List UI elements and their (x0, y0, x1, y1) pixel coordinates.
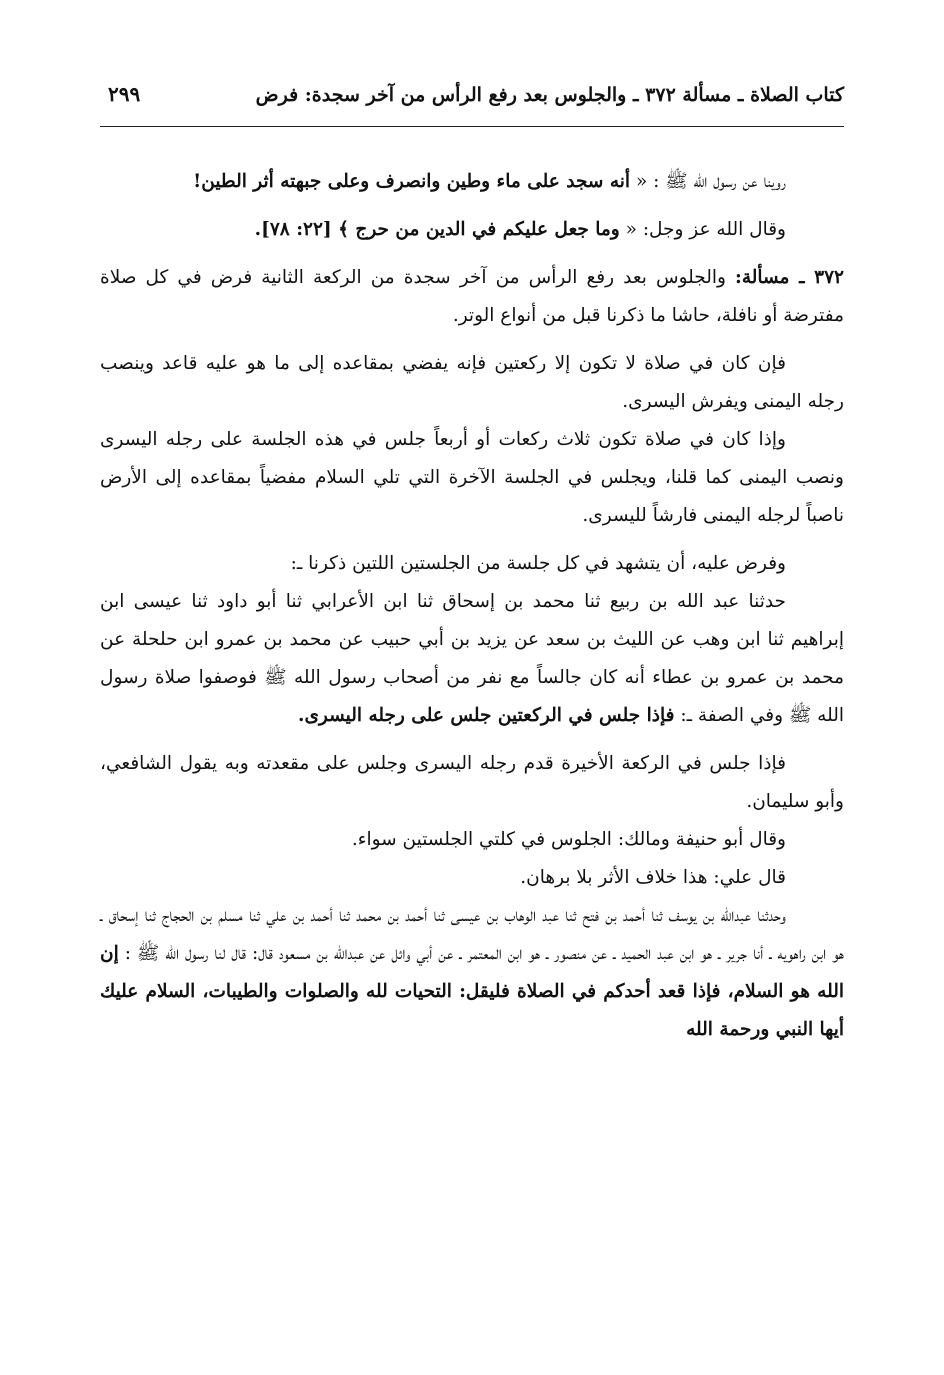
paragraph-5: وإذا كان في صلاة تكون ثلاث ركعات أو أربعاً جلس في هذه الجلسة على رجله اليسرى ونصب اليمنى كما قلنا، ويجلس في الجلسة الآخرة التي تلي السلام مفضياً بمقاعده إلى الأرض ناصباً لرجله اليمنى فارشاً لليسرى. (100, 429, 844, 526)
masala-heading: ٣٧٢ ـ مسألة: (735, 267, 844, 288)
paragraph-6: وفرض عليه، أن يتشهد في كل جلسة من الجلستين اللتين ذكرنا ـ: (290, 553, 786, 574)
paragraph-10: قال علي: هذا خلاف الأثر بلا برهان. (520, 867, 786, 888)
header-divider (100, 126, 844, 127)
body-text (100, 163, 844, 1049)
header-title: كتاب الصلاة ـ مسألة ٣٧٢ ـ والجلوس بعد رفع الرأس من آخر سجدة: فرض (255, 84, 844, 106)
paragraph-7 (100, 583, 844, 735)
paragraph-8: فإذا جلس في الركعة الأخيرة قدم رجله اليسرى وجلس على مقعدته وبه يقول الشافعي، وأبو سليمان. (100, 753, 844, 812)
paragraph-2 (100, 211, 844, 249)
paragraph-7-hadith: فإذا جلس في الركعتين جلس على رجله اليسرى. (298, 705, 675, 726)
paragraph-2-intro: وقال الله عز وجل: « (619, 219, 786, 240)
paragraph-1-intro: روينا عن رسول الله ﷺ : « (630, 171, 786, 192)
paragraph-11 (100, 897, 844, 1049)
paragraph-9: وقال أبو حنيفة ومالك: الجلوس في كلتي الجلستين سواء. (351, 829, 786, 850)
quran-verse: وما جعل عليكم في الدين من حرج ﴾ (338, 219, 620, 240)
running-header (100, 78, 844, 118)
paragraph-11-hadith: إن الله هو السلام، فإذا قعد أحدكم في الصلاة فليقل: التحيات لله والصلوات والطيبات، السلام عليك أيها النبي ورحمة الله (100, 943, 844, 1040)
paragraph-4: فإن كان في صلاة لا تكون إلا ركعتين فإنه يفضي بمقاعده إلى ما هو عليه قاعد وينصب رجله اليمنى ويفرش اليسرى. (100, 353, 844, 412)
paragraph-11-isnad: وحدثنا عبدالله بن يوسف ثنا أحمد بن فتح ثنا عبد الوهاب بن عيسى ثنا أحمد بن محمد ثنا أحمد بن علي ثنا مسلم بن الحجاج ثنا إسحاق ـ هو ابن راهويه ـ أنا جرير ـ هو ابن عبد الحميد ـ عن منصور ـ هو ابن المعتمر ـ عن أبي وائل عن عبدالله بن مسعود قال: قال لنا رسول الله ﷺ : (100, 905, 844, 964)
hadith-quote: أنه سجد على ماء وطين وانصرف وعلى جبهته أثر الطين! (193, 171, 631, 192)
page-number: ٢٩٩ (108, 82, 141, 106)
paragraph-7-isnad: حدثنا عبد الله بن ربيع ثنا محمد بن إسحاق ثنا ابن الأعرابي ثنا أبو داود ثنا عيسى ابن إبراهيم ثنا ابن وهب عن الليث بن سعد عن يزيد بن أبي حبيب عن محمد بن عمرو ابن حلحلة عن محمد بن عمرو بن عطاء أنه كان جالساً مع نفر من أصحاب رسول الله ﷺ فوصفوا صلاة رسول الله ﷺ وفي الصفة ـ: (100, 591, 844, 726)
masala-text: والجلوس بعد رفع الرأس من آخر سجدة من الركعة الثانية فرض في كل صلاة مفترضة أو نافلة، حاشا ما ذكرنا قبل من أنواع الوتر. (100, 267, 844, 326)
paragraph-1 (100, 163, 844, 201)
verse-reference: [٢٢: ٧٨]. (254, 219, 339, 240)
paragraph-3 (100, 259, 844, 335)
